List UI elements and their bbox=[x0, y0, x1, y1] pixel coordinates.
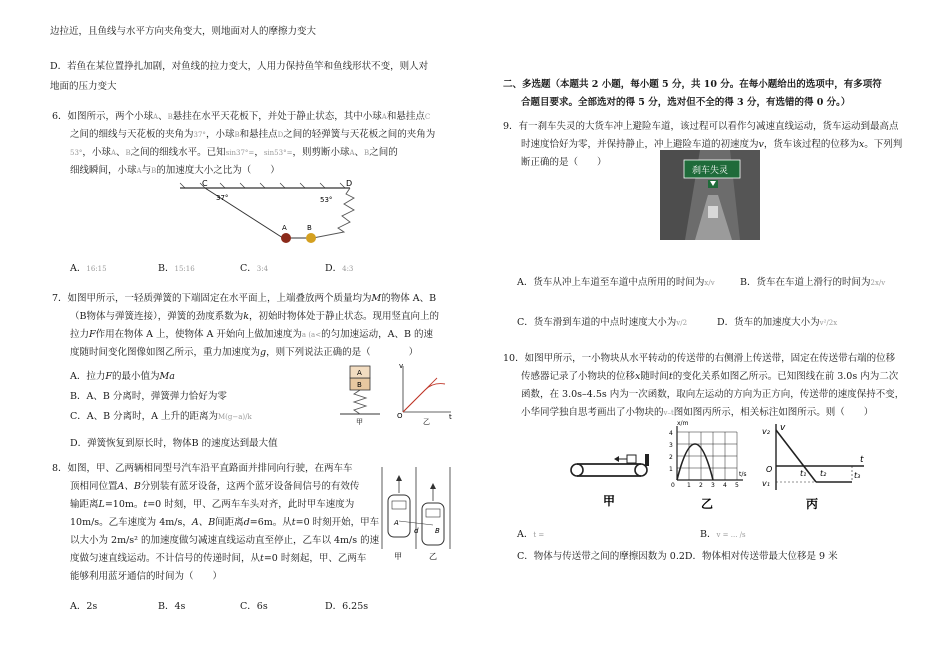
q7-option-b[interactable]: B．A、B 分离时，弹簧弹力恰好为零 bbox=[70, 391, 227, 402]
q10-line3: 函数，在 3.0s–4.5s 内为一次函数，取向左运动的方向为正方向，传送带的速度保持不变， bbox=[521, 389, 905, 400]
q8-option-c[interactable]: C．6s bbox=[240, 601, 268, 612]
vt-curve-b bbox=[403, 384, 445, 412]
q10-figure-bing bbox=[760, 420, 870, 515]
vt-line bbox=[776, 430, 816, 482]
label-d: D bbox=[346, 180, 353, 188]
q8-figure bbox=[378, 465, 458, 565]
q6-line1: 6．如图所示，两个小球A、B悬挂在水平天花板下，并处于静止状态，其中小球A和悬挂点C bbox=[52, 111, 431, 122]
q8-line1: 8．如图，甲、乙两辆相同型号汽车沿平直路面并排同向行驶，在两车车 bbox=[52, 463, 353, 474]
label-c: C bbox=[202, 180, 208, 188]
svg-text:3: 3 bbox=[669, 442, 673, 449]
q7-figure-jia bbox=[330, 362, 390, 426]
q10-figure-yi bbox=[665, 420, 755, 515]
q7-line4: 度随时间变化图像如图乙所示，重力加速度为g，则下列说法正确的是（ ） bbox=[70, 347, 419, 358]
svg-text:v: v bbox=[780, 423, 786, 433]
svg-text:v₁: v₁ bbox=[762, 479, 770, 488]
q8-line4: 10m/s。乙车速度为 4m/s，A、B间距离d=6m。从t=0 时刻开始，甲车 bbox=[70, 517, 380, 528]
svg-text:t₁: t₁ bbox=[800, 469, 807, 478]
q6-line3: 53°，小球A、B之间的细线水平。已知sin37°=，sin53°=，则剪断小球A、B之间的 bbox=[70, 147, 398, 158]
svg-text:v: v bbox=[399, 362, 404, 370]
svg-text:A: A bbox=[394, 519, 399, 527]
svg-text:O: O bbox=[766, 465, 773, 474]
ball-b bbox=[306, 233, 316, 243]
svg-text:3: 3 bbox=[711, 482, 715, 489]
svg-text:1: 1 bbox=[669, 466, 673, 473]
conveyor-roller-left bbox=[571, 464, 583, 476]
svg-text:1: 1 bbox=[687, 482, 691, 489]
prev-option-d: D．若鱼在某位置挣扎加剧，对鱼线的拉力变大，人用力保持鱼竿和鱼线形状不变，则人对 bbox=[50, 61, 429, 72]
svg-text:A: A bbox=[357, 369, 362, 377]
q8-line7: 能够利用蓝牙通信的时间为（ ） bbox=[70, 571, 223, 582]
q8-line6: 度做匀速直线运动。不计信号的传递时间，从t=0 时刻起，甲、乙两车 bbox=[70, 553, 367, 564]
q9-line3: 断正确的是（ ） bbox=[521, 157, 607, 168]
svg-text:甲: 甲 bbox=[394, 552, 402, 561]
q6-option-a[interactable]: A．16:15 bbox=[70, 263, 107, 274]
svg-text:5: 5 bbox=[735, 482, 739, 489]
q7-option-d[interactable]: D．弹簧恢复到原长时，物体B 的速度达到最大值 bbox=[70, 438, 278, 449]
svg-text:甲: 甲 bbox=[603, 494, 616, 508]
q9-option-c[interactable]: C．货车滑到车道的中点时速度大小为v/2 bbox=[517, 317, 688, 328]
q6-option-d[interactable]: D．4:3 bbox=[325, 263, 354, 274]
q7-line2: （B物体与弹簧连接），弹簧的劲度系数为k，初始时物体处于静止状态。现用竖直向上的 bbox=[70, 311, 440, 322]
arrow-up-icon bbox=[396, 475, 402, 481]
svg-text:d: d bbox=[414, 527, 419, 535]
q10-option-a[interactable]: A．t = bbox=[517, 529, 545, 540]
q9-option-a[interactable]: A．货车从冲上车道至车道中点所用的时间为x/v bbox=[517, 277, 715, 288]
svg-text:x/m: x/m bbox=[677, 420, 689, 427]
arrow-left-icon bbox=[614, 456, 619, 462]
q8-line5: 以大小为 2m/s² 的加速度做匀减速直线运动直至停止，乙车以 4m/s 的速 bbox=[70, 535, 380, 546]
q7-option-c[interactable]: C．A、B 分离时，A 上升的距离为M(g−a)/k bbox=[70, 411, 252, 422]
svg-text:0: 0 bbox=[671, 482, 675, 489]
q7-figure-yi bbox=[395, 362, 455, 426]
q9-line2: 时速度恰好为零，并保持静止，冲上避险车道的初速度为v，货车该过程的位移为x。下列判 bbox=[521, 139, 903, 150]
q6-option-b[interactable]: B．15:16 bbox=[158, 263, 195, 274]
label-b: B bbox=[307, 224, 312, 232]
q6-line2: 之间的细线与天花板的夹角为37°，小球B和悬挂点D之间的轻弹簧与天花板之间的夹角为 bbox=[70, 129, 436, 140]
q7-line3: 拉力F作用在物体 A 上，使物体 A 开始向上做加速度为a (a<的匀加速运动，A、B 的速 bbox=[70, 329, 433, 340]
q9-option-d[interactable]: D．货车的加速度大小为v²/2x bbox=[717, 317, 838, 328]
label-53: 53° bbox=[320, 196, 333, 204]
q10-line2: 传感器记录了小物块的位移x随时间t的变化关系如图乙所示。已知图线在前 3.0s 内为二次 bbox=[521, 371, 899, 382]
arrow-up-icon bbox=[430, 483, 436, 489]
sensor bbox=[645, 454, 649, 466]
grid bbox=[677, 432, 737, 480]
q8-line3: 输距离L=10m。t=0 时刻，甲、乙两车车头对齐，此时甲车速度为 bbox=[70, 499, 355, 510]
q10-figure-jia bbox=[565, 450, 655, 515]
q8-option-d[interactable]: D．6.25s bbox=[325, 601, 369, 612]
svg-text:O: O bbox=[397, 412, 403, 420]
q10-option-c[interactable]: C．物体与传送带之间的摩擦因数为 0.2D．物体相对传送带最大位移是 9 米 bbox=[517, 551, 838, 562]
svg-text:乙: 乙 bbox=[423, 418, 430, 426]
label-37: 37° bbox=[216, 194, 229, 202]
q7-option-a[interactable]: A．拉力F的最小值为Ma bbox=[70, 371, 175, 382]
svg-text:刹车失灵: 刹车失灵 bbox=[692, 166, 729, 176]
block bbox=[627, 455, 636, 463]
label-a: A bbox=[282, 224, 287, 232]
svg-text:乙: 乙 bbox=[701, 497, 714, 511]
prev-option-d-line2: 地面的压力变大 bbox=[50, 81, 117, 92]
svg-text:t₂: t₂ bbox=[820, 469, 827, 478]
svg-text:2: 2 bbox=[699, 482, 703, 489]
q9-photo bbox=[660, 150, 760, 240]
q10-option-b[interactable]: B．v = ... /s bbox=[700, 529, 746, 540]
q9-line1: 9．有一刹车失灵的大货车冲上避险车道，该过程可以看作匀减速直线运动，货车运动到最高点 bbox=[503, 121, 899, 132]
cont-line: 边拉近，且鱼线与水平方向夹角变大，则地面对人的摩擦力变大 bbox=[50, 26, 317, 37]
section-title-line2: 合题目要求。全部选对的得 5 分，选对但不全的得 3 分，有选错的得 0 分。） bbox=[521, 97, 851, 108]
q7-spring bbox=[354, 390, 366, 414]
xt-curve bbox=[677, 444, 713, 480]
svg-text:2: 2 bbox=[669, 454, 673, 461]
svg-text:B: B bbox=[357, 381, 362, 389]
svg-text:丙: 丙 bbox=[806, 497, 819, 511]
truck bbox=[708, 206, 718, 218]
svg-text:4: 4 bbox=[723, 482, 727, 489]
ball-a bbox=[281, 233, 291, 243]
q6-figure bbox=[170, 180, 370, 250]
svg-text:t: t bbox=[449, 413, 452, 421]
svg-text:4: 4 bbox=[669, 430, 673, 437]
q10-line4: 小华同学独自思考画出了小物块的v–t图如图丙所示，相关标注如图所示。则（ ） bbox=[521, 407, 874, 418]
svg-text:t₃: t₃ bbox=[854, 471, 861, 480]
q8-option-a[interactable]: A．2s bbox=[70, 601, 98, 612]
svg-text:乙: 乙 bbox=[429, 552, 437, 561]
section-title: 二、多选题（本题共 2 小题，每小题 5 分，共 10 分。在每小题给出的选项中，有多项符 bbox=[503, 79, 882, 90]
q6-option-c[interactable]: C．3:4 bbox=[240, 263, 269, 274]
svg-text:v₂: v₂ bbox=[762, 427, 770, 436]
q8-option-b[interactable]: B．4s bbox=[158, 601, 186, 612]
q8-line2: 顶相同位置A、B分别装有蓝牙设备，这两个蓝牙设备间信号的有效传 bbox=[70, 481, 360, 492]
svg-text:B: B bbox=[435, 527, 440, 535]
q9-option-b[interactable]: B．货车在车道上滑行的时间为2x/v bbox=[740, 277, 886, 288]
svg-text:t/s: t/s bbox=[739, 471, 747, 478]
svg-text:t: t bbox=[860, 455, 864, 465]
svg-text:甲: 甲 bbox=[356, 418, 363, 426]
q7-line1: 7．如图甲所示，一轻质弹簧的下端固定在水平面上，上端叠放两个质量均为M的物体 A、B bbox=[52, 293, 437, 304]
q6-line4: 细线瞬间，小球A与B的加速度大小之比为（ ） bbox=[70, 165, 280, 176]
q10-line1: 10．如图甲所示，一小物块从水平转动的传送带的右侧滑上传送带，固定在传送带右端的位移 bbox=[503, 353, 896, 364]
